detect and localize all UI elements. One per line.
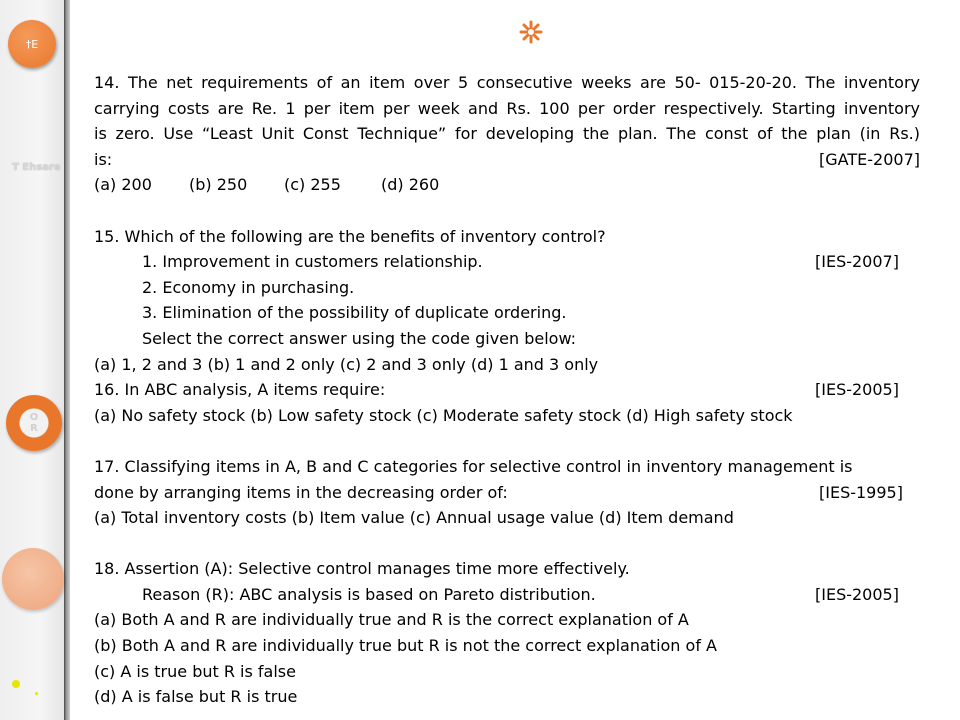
q16-stem-row: [94, 377, 920, 403]
q18-option-b: (b) Both A and R are individually true but R is not the correct explanation of A: [94, 636, 717, 656]
q18-assertion: 18. Assertion (A): Selective control manages time more effectively.: [94, 559, 630, 579]
q14-line-4-text: is:: [94, 149, 113, 169]
q17-line-1: 17. Classifying items in A, B and C categories for selective control in inventory management is: [94, 456, 853, 476]
q14-line-1: 14. The net requirements of an item over 5 consecutive weeks are 50- 015-20-20. The inventory: [94, 73, 920, 92]
q15-item-3: 3. Elimination of the possibility of duplicate ordering.: [142, 303, 567, 323]
top-badge-text: †E: [25, 37, 39, 51]
ring-badge-circle: [6, 395, 62, 451]
q17-options: (a) Total inventory costs (b) Item value (c) Annual usage value (d) Item demand: [94, 508, 734, 528]
q14-option-c: (c) 255: [284, 175, 341, 195]
flower-ornament-icon: [519, 20, 543, 44]
q17-line-2-row: [94, 480, 920, 506]
q14-source-tag: [GATE-2007]: [819, 149, 920, 169]
q14-option-b: (b) 250: [189, 175, 248, 195]
ring-badge-text-2: R: [30, 423, 38, 434]
q14-line-4: [94, 147, 920, 173]
q15-options: (a) 1, 2 and 3 (b) 1 and 2 only (c) 2 and 3 only (d) 1 and 3 only: [94, 354, 599, 374]
spacer: [94, 531, 920, 557]
peach-circle: [2, 548, 64, 610]
q16-options: (a) No safety stock (b) Low safety stock (c) Moderate safety stock (d) High safety stock: [94, 405, 793, 425]
q14-line-3: is zero. Use “Least Unit Const Technique” for developing the plan. The const of the plan (in Rs.): [94, 124, 920, 144]
q17-line-2: done by arranging items in the decreasing order of:: [94, 482, 508, 502]
spacer: [94, 428, 920, 454]
q18-reason: Reason (R): ABC analysis is based on Pareto distribution.: [142, 584, 596, 604]
q14-option-d: (d) 260: [381, 175, 440, 195]
yellow-dot-large: [12, 680, 20, 688]
q18-source-tag: [IES-2005]: [815, 584, 899, 604]
q15-item-1-row: [94, 249, 920, 275]
q18-option-d: (d) A is false but R is true: [94, 687, 298, 707]
q16-stem: 16. In ABC analysis, A items require:: [94, 380, 386, 400]
q14-option-a: (a) 200: [94, 175, 152, 195]
q14-options: [94, 172, 920, 198]
q18-option-c: (c) A is true but R is false: [94, 661, 296, 681]
q15-item-2: 2. Economy in purchasing.: [142, 277, 355, 297]
question-content: [94, 70, 920, 710]
q18-reason-row: [94, 582, 920, 608]
q15-stem: 15. Which of the following are the benefits of inventory control?: [94, 226, 606, 246]
q15-item-1: 1. Improvement in customers relationship.: [142, 252, 483, 272]
q15-source-tag: [IES-2007]: [815, 252, 899, 272]
q18-option-a: (a) Both A and R are individually true and R is the correct explanation of A: [94, 610, 689, 630]
ring-badge-text-1: O: [29, 412, 39, 423]
top-badge-circle: [8, 20, 56, 68]
left-rail: [0, 0, 66, 720]
rail-shadow-edge: [64, 0, 70, 720]
rail-label: T Ehsare: [12, 162, 61, 173]
q15-instruction: Select the correct answer using the code given below:: [142, 328, 577, 348]
q17-source-tag: [IES-1995]: [819, 482, 903, 502]
q14-line-2: carrying costs are Re. 1 per item per week and Rs. 100 per order respectively. Starting inventory: [94, 98, 920, 118]
yellow-dot-small: [35, 692, 38, 695]
spacer: [94, 198, 920, 224]
q16-source-tag: [IES-2005]: [815, 380, 899, 400]
